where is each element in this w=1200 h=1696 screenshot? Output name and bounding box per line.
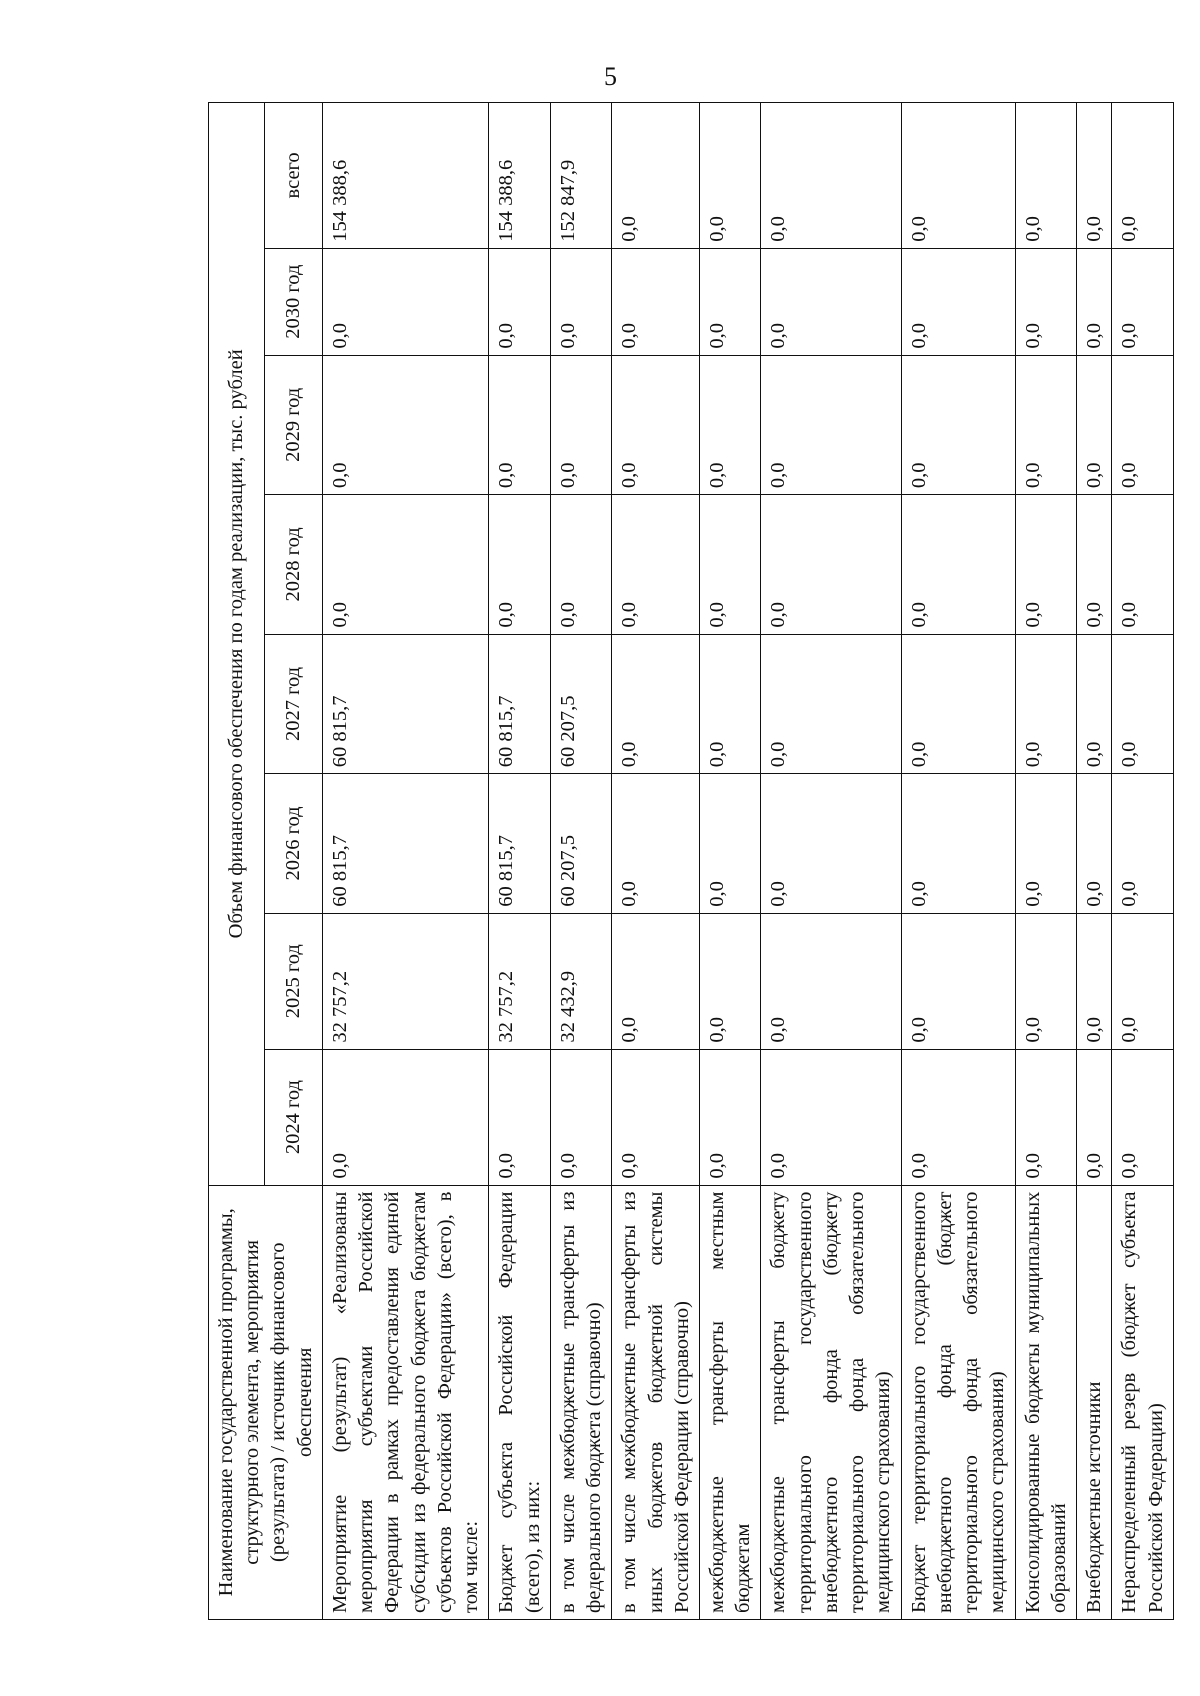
row-value: 0,0 — [699, 634, 760, 774]
row-value: 0,0 — [901, 103, 1015, 249]
row-value: 0,0 — [699, 913, 760, 1049]
table-row — [612, 103, 700, 1620]
table-row — [322, 103, 488, 1620]
row-value: 0,0 — [699, 774, 760, 914]
row-value: 0,0 — [1077, 355, 1112, 495]
row-value: 32 757,2 — [489, 913, 550, 1049]
row-label: Мероприятие (результат) «Реализованы мероприятия субъектами Российской Федерации в рамках предоставления единой субсидии из федерального бюджета бюджетам субъектов Российской Федерации» (всего), в том числе: — [322, 1185, 488, 1619]
row-value: 0,0 — [1077, 634, 1112, 774]
row-value: 0,0 — [489, 355, 550, 495]
row-value: 0,0 — [1112, 774, 1173, 914]
row-value: 0,0 — [1112, 248, 1173, 355]
row-value: 0,0 — [1015, 1049, 1076, 1185]
row-value: 32 757,2 — [322, 913, 488, 1049]
table-row — [489, 103, 550, 1620]
row-label: межбюджетные трансферты бюджету территориального государственного внебюджетного фонда (бюджету территориального фонда обязательного медицинского страхования) — [761, 1185, 901, 1619]
row-label: в том числе межбюджетные трансферты из иных бюджетов бюджетной системы Российской Федерации (справочно) — [612, 1185, 700, 1619]
row-label: Бюджет территориального государственного внебюджетного фонда (бюджет территориального фонда обязательного медицинского страхования) — [901, 1185, 1015, 1619]
row-value: 0,0 — [612, 355, 700, 495]
header-year: 2026 год — [264, 774, 322, 914]
row-value: 0,0 — [1015, 355, 1076, 495]
header-year: 2025 год — [264, 913, 322, 1049]
row-value: 60 815,7 — [322, 634, 488, 774]
table-row — [901, 103, 1015, 1620]
table-row — [1077, 103, 1112, 1620]
row-value: 0,0 — [901, 913, 1015, 1049]
row-value: 0,0 — [1112, 103, 1173, 249]
row-value: 0,0 — [1112, 1049, 1173, 1185]
row-value: 154 388,6 — [322, 103, 488, 249]
row-value: 0,0 — [1112, 355, 1173, 495]
row-value: 0,0 — [1112, 913, 1173, 1049]
row-value: 32 432,9 — [550, 913, 611, 1049]
row-value: 0,0 — [1077, 495, 1112, 635]
row-value: 154 388,6 — [489, 103, 550, 249]
table-row — [1112, 103, 1173, 1620]
row-value: 0,0 — [612, 774, 700, 914]
header-year: 2030 год — [264, 248, 322, 355]
row-value: 0,0 — [699, 248, 760, 355]
row-label: Нераспределенный резерв (бюджет субъекта Российской Федерации) — [1112, 1185, 1173, 1619]
header-year: 2024 год — [264, 1049, 322, 1185]
row-value: 0,0 — [612, 248, 700, 355]
row-value: 0,0 — [1077, 103, 1112, 249]
table-row — [761, 103, 901, 1620]
row-value: 0,0 — [322, 495, 488, 635]
table-row — [550, 103, 611, 1620]
row-value: 0,0 — [1015, 248, 1076, 355]
header-year: 2027 год — [264, 634, 322, 774]
row-value: 0,0 — [1077, 248, 1112, 355]
row-value: 0,0 — [322, 355, 488, 495]
row-value: 0,0 — [761, 774, 901, 914]
row-value: 0,0 — [901, 634, 1015, 774]
row-value: 60 207,5 — [550, 774, 611, 914]
row-value: 0,0 — [901, 1049, 1015, 1185]
row-value: 0,0 — [1015, 774, 1076, 914]
row-value: 0,0 — [1077, 774, 1112, 914]
row-value: 0,0 — [1015, 634, 1076, 774]
row-value: 0,0 — [612, 495, 700, 635]
row-value: 0,0 — [699, 355, 760, 495]
table-row — [699, 103, 760, 1620]
financing-table — [208, 102, 1174, 1620]
row-value: 0,0 — [1015, 495, 1076, 635]
row-value: 0,0 — [489, 495, 550, 635]
table-row — [1015, 103, 1076, 1620]
row-value: 60 815,7 — [489, 634, 550, 774]
row-value: 0,0 — [761, 495, 901, 635]
row-value: 0,0 — [761, 1049, 901, 1185]
row-value: 0,0 — [901, 774, 1015, 914]
row-value: 0,0 — [612, 1049, 700, 1185]
row-value: 152 847,9 — [550, 103, 611, 249]
row-value: 60 207,5 — [550, 634, 611, 774]
rotated-table-container — [208, 102, 1167, 1620]
row-value: 60 815,7 — [322, 774, 488, 914]
header-year: 2029 год — [264, 355, 322, 495]
row-value: 0,0 — [489, 248, 550, 355]
row-value: 0,0 — [761, 103, 901, 249]
row-value: 0,0 — [699, 1049, 760, 1185]
row-value: 0,0 — [550, 1049, 611, 1185]
page-number: 5 — [604, 62, 617, 91]
rotated-table-frame — [208, 102, 1167, 1620]
row-value: 0,0 — [761, 913, 901, 1049]
row-value: 0,0 — [901, 355, 1015, 495]
row-value: 0,0 — [612, 913, 700, 1049]
row-value: 0,0 — [612, 634, 700, 774]
row-value: 0,0 — [1077, 913, 1112, 1049]
row-value: 0,0 — [901, 495, 1015, 635]
header-name-column: Наименование государственной программы, структурного элемента, мероприятия (результата) / источник финансового обеспечения — [209, 1185, 323, 1619]
row-value: 0,0 — [550, 248, 611, 355]
row-label: Бюджет субъекта Российской Федерации (всего), из них: — [489, 1185, 550, 1619]
row-label: в том числе межбюджетные трансферты из федерального бюджета (справочно) — [550, 1185, 611, 1619]
header-volume: Объем финансового обеспечения по годам реализации, тыс. рублей — [209, 103, 265, 1186]
row-label: Консолидированные бюджеты муниципальных образований — [1015, 1185, 1076, 1619]
row-value: 0,0 — [489, 1049, 550, 1185]
row-value: 0,0 — [1015, 103, 1076, 249]
row-value: 0,0 — [699, 103, 760, 249]
row-value: 0,0 — [1112, 634, 1173, 774]
row-value: 0,0 — [1077, 1049, 1112, 1185]
row-value: 0,0 — [901, 248, 1015, 355]
row-label: межбюджетные трансферты местным бюджетам — [699, 1185, 760, 1619]
row-value: 0,0 — [761, 355, 901, 495]
row-value: 0,0 — [1112, 495, 1173, 635]
header-year: всего — [264, 103, 322, 249]
row-value: 0,0 — [322, 1049, 488, 1185]
row-label: Внебюджетные источники — [1077, 1185, 1112, 1619]
row-value: 0,0 — [761, 248, 901, 355]
row-value: 0,0 — [761, 634, 901, 774]
row-value: 0,0 — [550, 355, 611, 495]
row-value: 0,0 — [550, 495, 611, 635]
header-year: 2028 год — [264, 495, 322, 635]
row-value: 0,0 — [322, 248, 488, 355]
row-value: 60 815,7 — [489, 774, 550, 914]
row-value: 0,0 — [612, 103, 700, 249]
row-value: 0,0 — [699, 495, 760, 635]
row-value: 0,0 — [1015, 913, 1076, 1049]
